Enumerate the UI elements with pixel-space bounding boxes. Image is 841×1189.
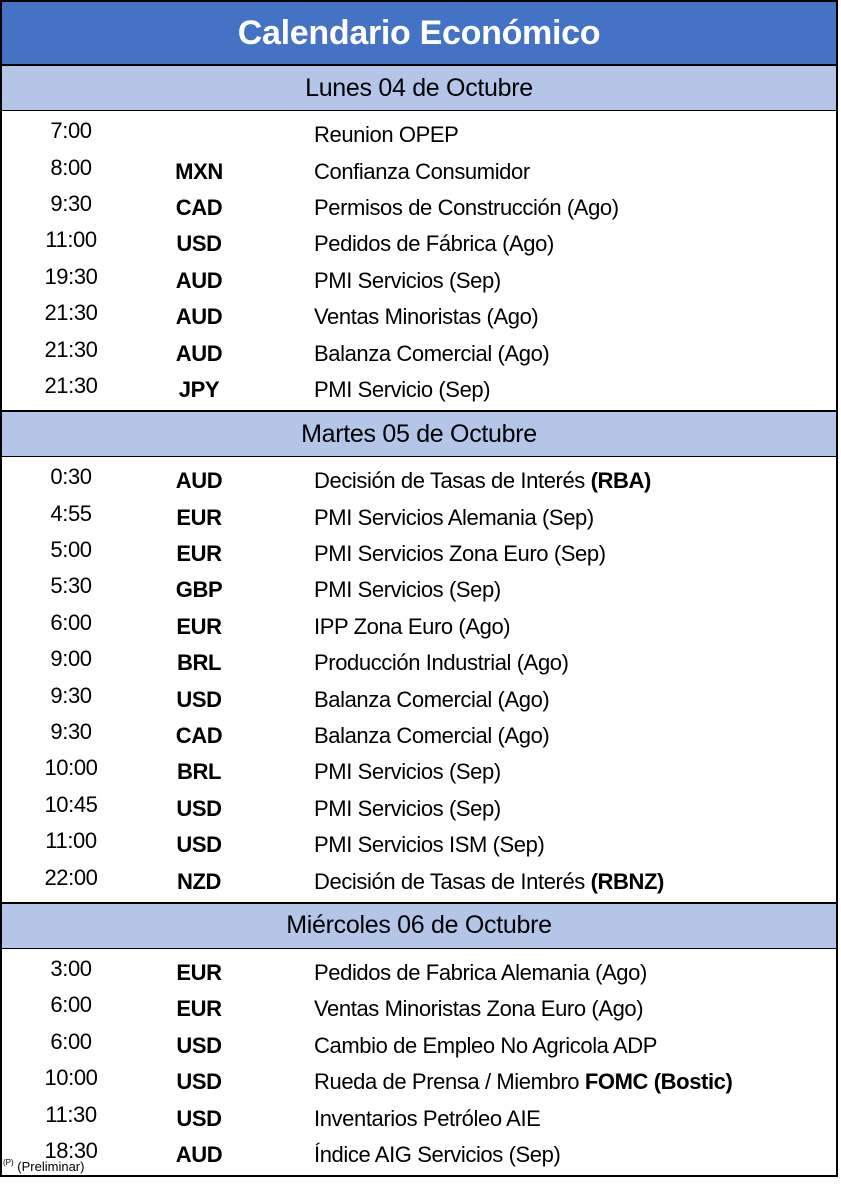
event-highlight: (RBNZ)	[590, 868, 664, 894]
event-currency: EUR	[176, 960, 222, 985]
event-currency: EUR	[176, 613, 222, 639]
event-row	[2, 827, 836, 863]
event-description	[258, 122, 836, 148]
event-time: 9:00	[50, 646, 92, 672]
event-time: 9:30	[50, 682, 92, 708]
event-name: Rueda de Prensa / Miembro	[314, 1069, 585, 1095]
event-currency: USD	[176, 1069, 222, 1095]
event-name: Balanza Comercial (Ago)	[314, 340, 550, 366]
event-description	[258, 796, 836, 822]
event-currency: GBP	[175, 577, 223, 603]
days-container	[2, 66, 836, 1175]
event-name: Confianza Consumidor	[314, 158, 530, 184]
event-name: Permisos de Construcción (Ago)	[314, 194, 619, 220]
event-description	[258, 231, 836, 257]
event-time: 9:30	[50, 190, 92, 216]
day-section	[2, 410, 836, 902]
event-currency: USD	[176, 795, 222, 821]
event-currency: AUD	[175, 267, 223, 293]
event-time: 3:00	[50, 956, 92, 981]
event-currency: USD	[176, 686, 222, 712]
event-description	[258, 1142, 836, 1168]
event-currency: AUD	[175, 304, 223, 330]
event-currency: USD	[176, 1032, 222, 1058]
event-description	[258, 1069, 836, 1095]
event-time: 18:30	[44, 1137, 98, 1163]
event-row	[2, 263, 836, 299]
event-time: 19:30	[44, 263, 98, 289]
event-description	[258, 759, 836, 785]
event-name: PMI Servicios (Sep)	[314, 759, 501, 785]
event-time: 21:30	[44, 336, 98, 362]
event-time: 8:00	[50, 154, 92, 180]
event-description	[258, 341, 836, 367]
event-currency: EUR	[176, 504, 222, 530]
event-row	[2, 153, 836, 189]
event-time: 6:00	[50, 1028, 92, 1054]
event-currency: AUD	[175, 468, 223, 494]
event-row	[2, 991, 836, 1027]
event-row	[2, 718, 836, 754]
event-description	[258, 304, 836, 330]
event-row	[2, 1064, 836, 1100]
event-currency: USD	[176, 832, 222, 858]
event-row	[2, 500, 836, 536]
event-name: Ventas Minoristas Zona Euro (Ago)	[314, 996, 644, 1022]
event-row	[2, 863, 836, 899]
footnote-mark: (P)	[3, 1158, 14, 1167]
event-description	[258, 541, 836, 567]
event-time: 5:00	[50, 537, 92, 563]
event-currency: MXN	[175, 158, 223, 184]
event-time: 5:30	[50, 573, 92, 599]
event-description	[258, 614, 836, 640]
event-currency: AUD	[175, 340, 223, 366]
event-row	[2, 572, 836, 608]
event-time: 10:45	[44, 791, 98, 817]
event-name: Índice AIG Servicios (Sep)	[314, 1141, 561, 1167]
footnote	[3, 1158, 84, 1174]
event-row	[2, 190, 836, 226]
event-list	[2, 949, 836, 1175]
event-time: 11:30	[45, 1101, 97, 1127]
footnote-text: (Preliminar)	[17, 1159, 85, 1174]
event-time: 22:00	[44, 864, 98, 890]
event-row	[2, 463, 836, 499]
event-description	[258, 468, 836, 494]
event-description	[258, 1106, 836, 1132]
event-row	[2, 1137, 836, 1173]
event-currency: AUD	[175, 1141, 223, 1167]
event-list	[2, 457, 836, 902]
event-currency: EUR	[176, 541, 222, 567]
event-time: 21:30	[44, 372, 98, 398]
event-row	[2, 536, 836, 572]
event-time: 21:30	[44, 300, 98, 326]
event-row	[2, 791, 836, 827]
event-name: PMI Servicios (Sep)	[314, 267, 501, 293]
event-currency: USD	[176, 1105, 222, 1131]
event-description	[258, 505, 836, 531]
event-row	[2, 1028, 836, 1064]
event-time: 6:00	[50, 609, 92, 635]
event-row	[2, 299, 836, 335]
event-name: IPP Zona Euro (Ago)	[314, 613, 511, 639]
event-currency: JPY	[178, 376, 220, 402]
event-description	[258, 996, 836, 1022]
event-name: Balanza Comercial (Ago)	[314, 686, 550, 712]
event-time: 9:30	[50, 719, 92, 745]
event-name: Cambio de Empleo No Agricola ADP	[314, 1032, 658, 1058]
event-description	[258, 268, 836, 294]
event-time: 11:00	[45, 828, 97, 854]
event-time: 11:00	[45, 227, 97, 253]
event-description	[258, 195, 836, 221]
event-time: 4:55	[50, 500, 92, 526]
event-currency: EUR	[176, 996, 222, 1022]
event-row	[2, 117, 836, 153]
event-list	[2, 111, 836, 410]
event-row	[2, 955, 836, 991]
event-description	[258, 377, 836, 403]
event-currency: USD	[176, 231, 222, 257]
event-description	[258, 650, 836, 676]
event-description	[258, 577, 836, 603]
event-name: PMI Servicios (Sep)	[314, 795, 501, 821]
event-name: Pedidos de Fábrica (Ago)	[314, 231, 554, 257]
event-row	[2, 226, 836, 262]
event-name: PMI Servicios Zona Euro (Sep)	[314, 541, 606, 567]
event-time: 7:00	[50, 118, 92, 144]
event-name: Decisión de Tasas de Interés	[314, 868, 591, 894]
event-description	[258, 832, 836, 858]
event-name: PMI Servicios ISM (Sep)	[314, 832, 545, 858]
event-row	[2, 754, 836, 790]
event-name: PMI Servicio (Sep)	[314, 376, 491, 402]
event-currency: BRL	[176, 759, 221, 785]
event-name: Decisión de Tasas de Interés	[314, 468, 591, 494]
event-highlight: (RBA)	[590, 468, 651, 494]
event-currency: BRL	[176, 650, 221, 676]
event-currency: CAD	[175, 723, 223, 749]
event-name: Producción Industrial (Ago)	[314, 650, 569, 676]
event-time: 10:00	[44, 755, 98, 781]
event-highlight: FOMC (Bostic)	[584, 1069, 733, 1095]
event-name: Balanza Comercial (Ago)	[314, 723, 550, 749]
event-name: Ventas Minoristas (Ago)	[314, 304, 539, 330]
day-header: Martes 05 de Octubre	[2, 410, 836, 457]
event-description	[258, 1033, 836, 1059]
event-name: PMI Servicios Alemania (Sep)	[314, 504, 594, 530]
calendar-title: Calendario Económico	[2, 2, 836, 66]
event-time: 6:00	[50, 992, 92, 1018]
day-header: Lunes 04 de Octubre	[2, 66, 836, 111]
event-row	[2, 645, 836, 681]
day-section	[2, 902, 836, 1175]
event-row	[2, 372, 836, 408]
event-description	[258, 960, 836, 986]
event-description	[258, 723, 836, 749]
event-row	[2, 335, 836, 371]
event-time: 0:30	[50, 464, 92, 490]
event-row	[2, 1100, 836, 1136]
event-row	[2, 681, 836, 717]
day-section	[2, 66, 836, 410]
event-name: Reunion OPEP	[314, 122, 459, 148]
day-header: Miércoles 06 de Octubre	[2, 902, 836, 949]
event-currency: NZD	[176, 868, 221, 894]
event-description	[258, 687, 836, 713]
event-row	[2, 609, 836, 645]
event-currency: CAD	[175, 194, 223, 220]
event-description	[258, 869, 836, 895]
event-name: PMI Servicios (Sep)	[314, 577, 501, 603]
event-name: Pedidos de Fabrica Alemania (Ago)	[314, 960, 647, 985]
event-time: 10:00	[44, 1065, 98, 1091]
event-name: Inventarios Petróleo AIE	[314, 1105, 541, 1131]
event-description	[258, 159, 836, 185]
